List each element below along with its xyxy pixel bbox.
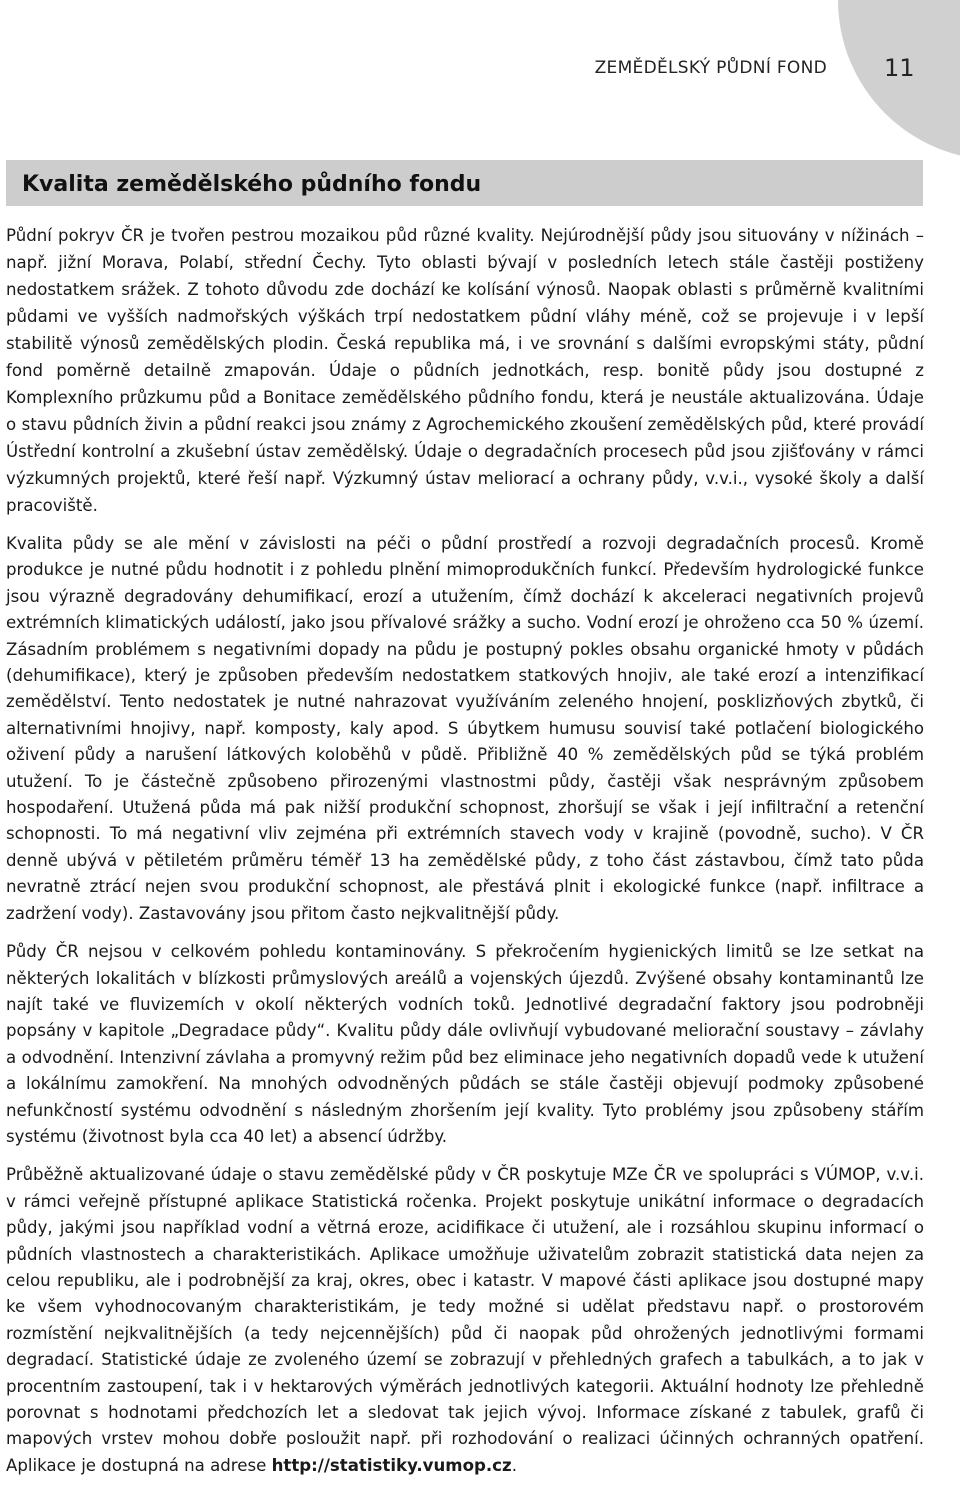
page-number: 11: [884, 54, 915, 82]
paragraph-soil-cover: Půdní pokryv ČR je tvořen pestrou mozaikou půd různé kvality. Nejúrodnější půdy jsou situovány v nížinách – např. jižní Morava, Polabí, střední Čechy. Tyto oblasti bývají v posledních letech stále častěji postiženy nedostatkem srážek. Z tohoto důvodu zde dochází ke kolísání výnosů. Naopak oblasti s průměrně kvalitními půdami ve vyšších nadmořských výškách trpí nedostatkem půdní vláhy méně, což se projevuje i v lepší stabilitě výnosů zemědělských plodin. Česká republika má, i ve srovnání s dalšími evropskými státy, půdní fond poměrně detailně zmapován. Údaje o půdních jednotkách, resp. bonitě půdy jsou dostupné z Komplexního průzkumu půd a Bonitace zemědělského půdního fondu, která je neustále aktualizována. Údaje o stavu půdních živin a půdní reakci jsou známy z Agrochemického zkoušení zemědělských půd, které provádí Ústřední kontrolní a zkušební ústav zemědělský. Údaje o degradačních procesech půd jsou zjišťovány v rámci výzkumných projektů, které řeší např. Výzkumný ústav meliorací a ochrany půdy, v.v.i., vysoké školy a další pracoviště.: [6, 226, 924, 515]
paragraph-statistics-app: [6, 1162, 924, 1479]
statistics-url-link[interactable]: http://statistiky.vumop.cz: [271, 1455, 512, 1475]
paragraph-statistics-app-text: Průběžně aktualizované údaje o stavu zemědělské půdy v ČR poskytuje MZe ČR ve spolupráci s VÚMOP, v.v.i. v rámci veřejně přístupné aplikace Statistická ročenka. Projekt poskytuje unikátní informace o degradacích půdy, jakými jsou například vodní a větrná eroze, acidifikace či utužení, ale i rozsáhlou skupinu informací o půdních vlastnostech a charakteristikách. Aplikace umožňuje uživatelům zobrazit statistická data nejen za celou republiku, ale i podrobnější za kraj, okres, obec i katastr. V mapové části aplikace jsou dostupné mapy ke všem vyhodnocovaným charakteristikám, je tedy možné si udělat představu např. o prostorovém rozmístění nejkvalitnějších (a tedy nejcennějších) půd či naopak půd ohrožených jednotlivými formami degradací. Statistické údaje ze zvoleného území se zobrazují v přehledných grafech a tabulkách, a to jak v procentním zastoupení, tak i v hektarových výměrách jednotlivých kategorii. Aktuální hodnoty lze přehledně porovnat s hodnotami předchozích let a sledovat tak jejich vývoj. Informace získané z tabulek, grafů či mapových vrstev mohou dobře posloužit např. při rozhodování o realizaci účinných ochranných opatření. Aplikace je dostupná na adrese: [6, 1165, 924, 1475]
section-title: Kvalita zemědělského půdního fondu: [22, 172, 482, 197]
running-header-title: ZEMĚDĚLSKÝ PŮDNÍ FOND: [594, 58, 827, 78]
paragraph-contamination: Půdy ČR nejsou v celkovém pohledu kontaminovány. S překročením hygienických limitů se lze setkat na některých lokalitách v blízkosti průmyslových areálů a vojenských újezdů. Zvýšené obsahy kontaminantů lze najít také ve fluvizemích v okolí některých vodních toků. Jednotlivé degradační faktory jsou podrobněji popsány v kapitole „Degradace půdy“. Kvalitu půdy dále ovlivňují vybudované meliorační soustavy – závlahy a odvodnění. Intenzivní závlaha a promyvný režim půd bez eliminace jeho negativních dopadů vede k utužení a lokálnímu zamokření. Na mnohých odvodněných půdách se stále častěji objevují podmoky způsobené nefunkčností systému odvodnění s následným zhoršením její kvality. Tyto problémy jsou způsobeny stářím systému (životnost byla cca 40 let) a absencí údržby.: [6, 942, 924, 1146]
url-trailing-period: .: [511, 1455, 517, 1475]
article-body: [6, 222, 924, 1479]
paragraph-soil-quality: Kvalita půdy se ale mění v závislosti na péči o půdní prostředí a rozvoji degradačních procesů. Kromě produkce je nutné půdu hodnotit i z pohledu plnění mimoprodukčních funkcí. Především hydrologické funkce jsou výrazně degradovány dehumifikací, erozí a utužením, čímž dochází k akceleraci negativních projevů extrémních klimatických událostí, jako jsou přívalové srážky a sucho. Vodní erozí je ohroženo cca 50 % území. Zásadním problémem s negativními dopady na půdu je postupný pokles obsahu organické hmoty v půdách (dehumifikace), který je způsoben především nedostatkem statkových hnojiv, ale také erozí a intenzifikací zemědělství. Tento nedostatek je nutné nahrazovat využíváním zeleného hnojení, posklizňových zbytků, či alternativními hnojivy, např. komposty, kaly apod. S úbytkem humusu souvisí také potlačení biologického oživení půdy a narušení látkových koloběhů v půdě. Přibližně 40 % zemědělských půd se týká problém utužení. To je částečně způsobeno přirozenými vlastnostmi půdy, častěji však nesprávným způsobem hospodaření. Utužená půda má pak nižší produkční schopnost, zhoršují se však i její infiltrační a retenční schopnosti. To má negativní vliv zejména při extrémních stavech vody v krajině (povodně, sucho). V ČR denně ubývá v pětiletém průměru téměř 13 ha zemědělské půdy, z toho část zástavbou, čímž tato půda nevratně ztrácí nejen svou produkční schopnost, ale přestává plnit i ekologické funkce (např. infiltrace a zadržení vody). Zastavovány jsou přitom často nejkvalitnější půdy.: [6, 534, 924, 923]
section-title-band: [6, 160, 923, 206]
